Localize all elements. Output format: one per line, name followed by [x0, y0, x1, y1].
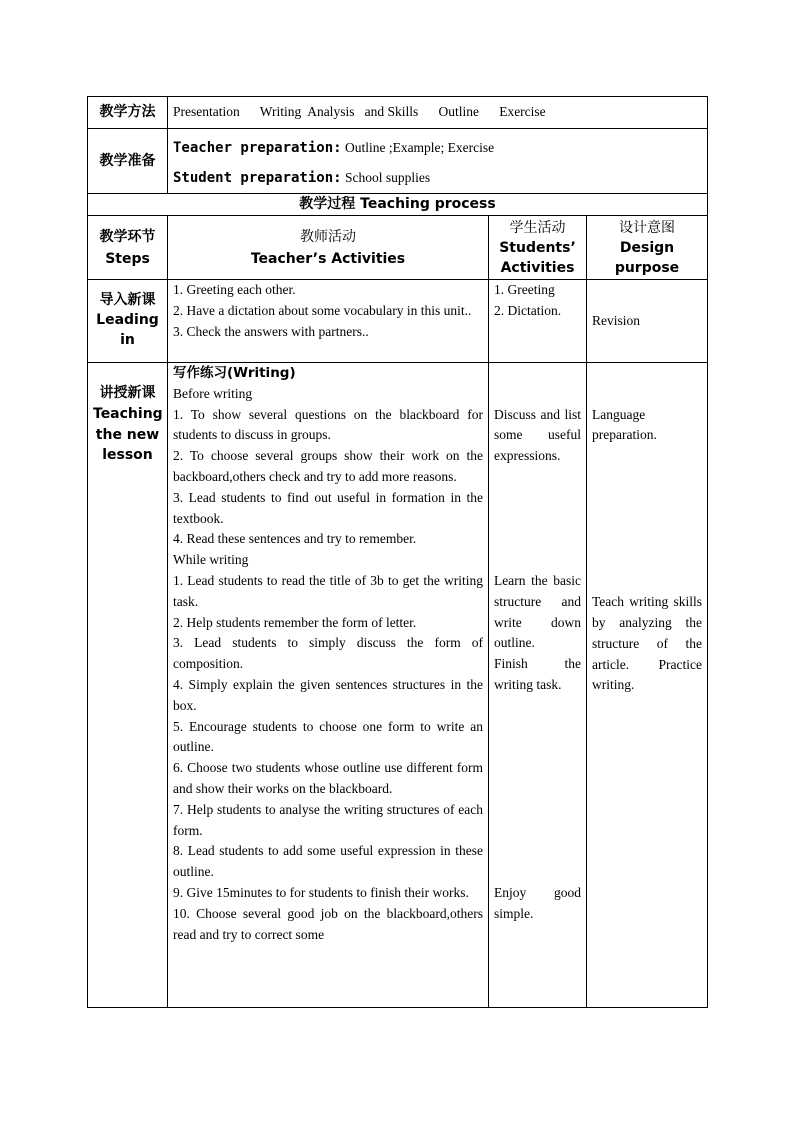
design-header-cn: 设计意图 [619, 219, 675, 236]
teaching-step-en2: the new [95, 426, 160, 443]
students-header-en2: Activities [500, 259, 575, 276]
process-header [88, 194, 708, 216]
method-value-text: Presentation Writing Analysis and Skills Outline Exercise [173, 104, 546, 120]
teacher-prep-line [173, 133, 702, 163]
students-header-en1: Students’ [499, 239, 576, 256]
students-activity-c: Finish the writing task. [494, 656, 581, 692]
steps-header-en: Steps [105, 250, 150, 267]
leading-teacher-item: 1. Greeting each other. [173, 282, 296, 297]
teaching-step-en1: Teaching [93, 405, 163, 422]
students-header-cn: 学生活动 [509, 219, 566, 236]
teaching-step-en3: lesson [102, 447, 153, 464]
teaching-design [587, 363, 708, 1008]
leading-teacher-item: 3. Check the answers with partners.. [173, 323, 369, 339]
teaching-teacher [168, 363, 489, 1008]
teacher-header-cn: 教师活动 [300, 228, 356, 245]
teaching-step-cn: 讲授新课 [99, 385, 156, 401]
design-header-en2: purpose [614, 259, 680, 276]
while-item: 4. Simply explain the given sentences structures in the box. [173, 676, 483, 713]
design-purpose-b: Teach writing skills by analyzing the structure of the article. Practice writing. [592, 594, 702, 693]
prep-label: 教学准备 [88, 129, 168, 194]
process-header-row [88, 194, 708, 216]
students-header [489, 216, 587, 280]
students-activity-a: Discuss and list some useful expressions. [494, 406, 581, 464]
before-item: 2. To choose several groups show their work on the backboard,others check and try to add more reasons. [173, 448, 483, 484]
leading-step [88, 280, 168, 363]
student-prep-label: Student preparation: [173, 170, 342, 186]
before-item: 4. Read these sentences and try to remember. [173, 531, 417, 547]
steps-header [88, 216, 168, 280]
leading-teacher-item: 2. Have a dictation about some vocabulary in this unit.. [173, 302, 472, 318]
steps-header-cn: 教学环节 [99, 228, 156, 245]
while-item: 7. Help students to analyse the writing structures of each form. [173, 801, 483, 838]
students-activity-b: Learn the basic structure and write down outline. [494, 572, 581, 651]
leading-design-text: Revision [592, 312, 641, 328]
column-header-row [88, 216, 708, 280]
while-item: 8. Lead students to add some useful expression in these outline. [173, 843, 483, 880]
design-header-en1: Design [619, 239, 675, 256]
teaching-students [489, 363, 587, 1008]
lesson-plan-page [87, 96, 707, 1008]
while-item: 10. Choose several good job on the blackboard,others read and try to correct some [173, 905, 483, 942]
design-purpose-a: Language preparation. [592, 406, 657, 443]
teacher-prep-value: Outline ;Example; Exercise [344, 140, 495, 155]
prep-value [168, 129, 708, 194]
before-writing-heading: Before writing [173, 385, 253, 401]
while-item: 2. Help students remember the form of letter. [173, 614, 417, 630]
student-prep-line [173, 163, 702, 193]
while-item: 6. Choose two students whose outline use different form and show their works on the blackboard. [173, 760, 483, 796]
leading-row [88, 280, 708, 363]
lesson-plan-table [87, 96, 708, 1008]
leading-step-en2: in [120, 332, 135, 348]
leading-design [587, 280, 708, 363]
method-row [88, 97, 708, 129]
student-prep-value: School supplies [344, 170, 431, 185]
leading-students [489, 280, 587, 363]
leading-step-cn: 导入新课 [99, 292, 156, 308]
method-label: 教学方法 [88, 97, 168, 129]
leading-teacher [168, 280, 489, 363]
teacher-prep-label: Teacher preparation: [173, 140, 342, 156]
while-item: 9. Give 15minutes to for students to finish their works. [173, 884, 469, 900]
teaching-step [88, 363, 168, 1008]
teacher-header-en: Teacher’s Activities [250, 250, 406, 267]
leading-students-item: 1. Greeting [494, 282, 555, 297]
students-activity-d: Enjoy good simple. [494, 884, 581, 921]
while-item: 1. Lead students to read the title of 3b to get the writing task. [173, 572, 483, 609]
while-item: 3. Lead students to simply discuss the form of composition. [173, 635, 483, 672]
process-header-text: 教学过程 Teaching process [299, 196, 496, 212]
while-writing-heading: While writing [173, 552, 249, 568]
leading-students-item: 2. Dictation. [494, 302, 562, 318]
design-header [587, 216, 708, 280]
prep-row [88, 129, 708, 194]
writing-title: 写作练习(Writing) [173, 365, 296, 381]
before-item: 1. To show several questions on the blackboard for students to discuss in groups. [173, 406, 483, 443]
before-item: 3. Lead students to find out useful in formation in the textbook. [173, 489, 483, 526]
teacher-header [168, 216, 489, 280]
method-value [168, 97, 708, 129]
leading-step-en1: Leading [96, 312, 159, 328]
teaching-row [88, 363, 708, 1008]
while-item: 5. Encourage students to choose one form to write an outline. [173, 718, 483, 755]
